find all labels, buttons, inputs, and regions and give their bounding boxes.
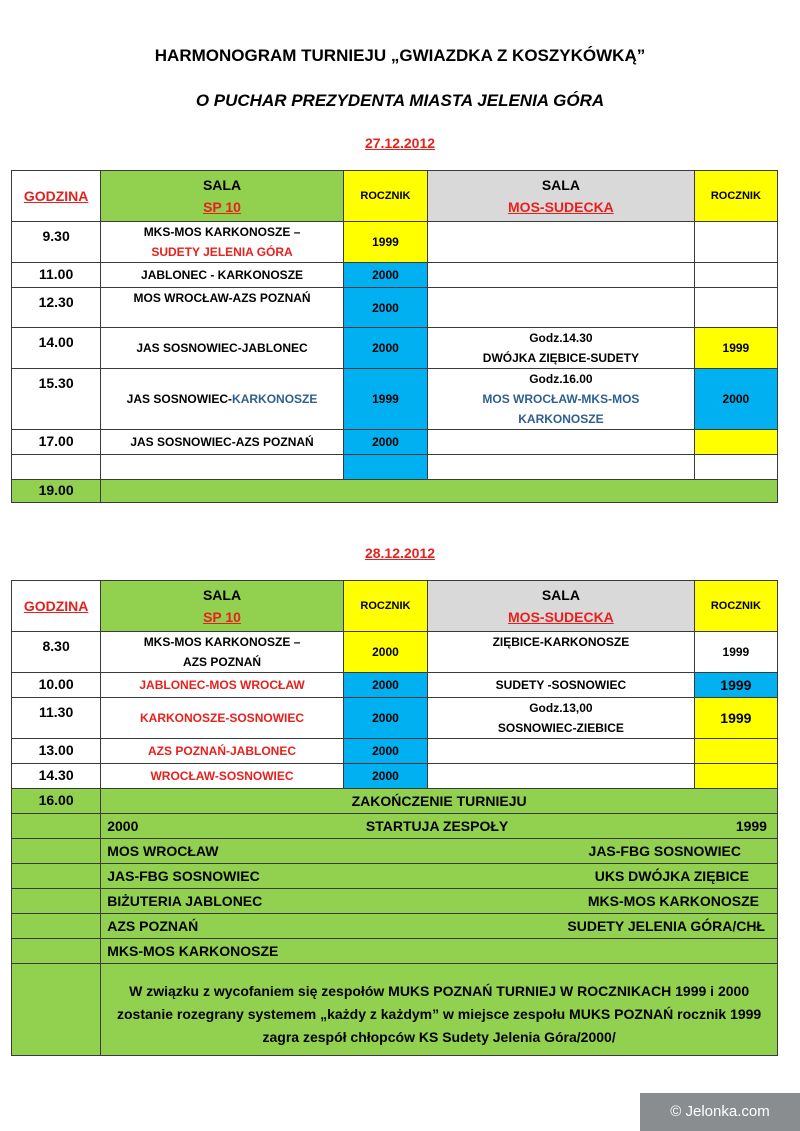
year-cell: 2000: [343, 739, 427, 764]
team-1999: SUDETY JELENIA GÓRA/CHŁ: [567, 918, 765, 934]
match-cell: [428, 328, 695, 369]
year-cell: 2000: [694, 369, 777, 430]
match-cell-empty: [428, 739, 695, 764]
year-cell: 1999: [694, 698, 777, 739]
match-cell-empty: [428, 263, 695, 288]
year-cell-empty: [343, 455, 427, 480]
blank-cell: [12, 964, 101, 1056]
time-cell: 9.30: [12, 222, 101, 263]
year-cell: 2000: [343, 328, 427, 369]
startuja-cell: [101, 814, 778, 839]
year-cell-empty: [694, 263, 777, 288]
team-pair-cell: [101, 839, 778, 864]
year-cell: 1999: [694, 673, 777, 698]
blank-cell: [12, 889, 101, 914]
table-header-row: [12, 581, 778, 632]
match-cell: [428, 369, 695, 430]
time-cell-empty: [12, 455, 101, 480]
match-cell: JAS SOSNOWIEC-JABLONEC: [101, 328, 344, 369]
year-cell-empty: [694, 455, 777, 480]
table-row: [12, 328, 778, 369]
date-day2: 28.12.2012: [364, 545, 436, 561]
header-sala-label: SALA: [202, 177, 242, 193]
header-hall-sp10: [101, 581, 344, 632]
match-cell: JAS SOSNOWIEC-AZS POZNAŃ: [101, 430, 344, 455]
year-cell-empty: [694, 764, 777, 789]
team-pair-cell: [101, 939, 778, 964]
team-pair-cell: [101, 889, 778, 914]
match-line: SUDETY JELENIA GÓRA: [151, 245, 293, 259]
blank-cell: [12, 939, 101, 964]
time-cell: 10.00: [12, 673, 101, 698]
table-row: [12, 739, 778, 764]
table-row: [12, 764, 778, 789]
note-row: [12, 964, 778, 1056]
match-line: SOSNOWIEC-ZIEBICE: [497, 721, 624, 735]
header-hall-name: SP 10: [203, 199, 241, 215]
time-cell: 12.30: [12, 288, 101, 328]
header-godzina: GODZINA: [12, 171, 101, 222]
match-cell: AZS POZNAŃ-JABLONEC: [101, 739, 344, 764]
year-cell: 1999: [343, 222, 427, 263]
header-hall-sp10: [101, 171, 344, 222]
header-sala-label: SALA: [541, 587, 580, 603]
team-row: [12, 864, 778, 889]
year-cell: 2000: [343, 698, 427, 739]
table-row: [12, 698, 778, 739]
schedule-table-day2: [11, 580, 778, 1056]
team-row: [12, 889, 778, 914]
header-hall-name: MOS-SUDECKA: [508, 609, 614, 625]
year-cell: 2000: [343, 430, 427, 455]
match-line: MKS-MOS KARKONOSZE –: [143, 635, 301, 649]
table-row: [12, 455, 778, 480]
match-cell-empty: [428, 455, 695, 480]
team-row: [12, 939, 778, 964]
header-rocznik: ROCZNIK: [343, 581, 427, 632]
year-cell-empty: [694, 288, 777, 328]
match-cell: JABLONEC-MOS WROCŁAW: [101, 673, 344, 698]
blank-cell: [12, 914, 101, 939]
header-sala-label: SALA: [202, 587, 242, 603]
match-line: MKS-MOS KARKONOSZE –: [143, 225, 301, 239]
team-2000: MKS-MOS KARKONOSZE: [107, 943, 279, 959]
year-right: 1999: [735, 818, 767, 834]
time-cell: 8.30: [12, 632, 101, 673]
document-subtitle: O PUCHAR PREZYDENTA MIASTA JELENIA GÓRA: [195, 91, 605, 110]
team-pair-cell: [101, 914, 778, 939]
table-row: [12, 430, 778, 455]
table-row: [12, 288, 778, 328]
match-cell: ZIĘBICE-KARKONOSZE: [428, 632, 695, 673]
year-cell: 1999: [694, 328, 777, 369]
blank-cell: [12, 864, 101, 889]
time-cell: 11.30: [12, 698, 101, 739]
header-rocznik: ROCZNIK: [694, 581, 777, 632]
match-cell: JABLONEC - KARKONOSZE: [101, 263, 344, 288]
date-day1: 27.12.2012: [364, 135, 436, 151]
team-row: [12, 839, 778, 864]
match-line-highlight: KARKONOSZE: [232, 392, 318, 406]
schedule-table-day1: [11, 170, 778, 503]
match-cell-empty: [428, 288, 695, 328]
team-1999: JAS-FBG SOSNOWIEC: [588, 843, 741, 859]
header-godzina: GODZINA: [12, 581, 101, 632]
year-cell-empty: [694, 430, 777, 455]
match-cell: WROCŁAW-SOSNOWIEC: [101, 764, 344, 789]
header-sala-label: SALA: [541, 177, 580, 193]
year-left: 2000: [107, 818, 139, 834]
match-time-note: Godz.14.30: [529, 331, 593, 345]
time-cell: 19.00: [12, 480, 101, 503]
match-time-note: Godz.16.00: [529, 372, 593, 386]
match-cell: SUDETY -SOSNOWIEC: [428, 673, 695, 698]
time-cell: 11.00: [12, 263, 101, 288]
time-cell: 13.00: [12, 739, 101, 764]
match-cell: [428, 698, 695, 739]
match-cell-empty: [101, 455, 344, 480]
team-2000: BIŻUTERIA JABLONEC: [107, 893, 263, 909]
team-1999: UKS DWÓJKA ZIĘBICE: [594, 868, 749, 884]
table-row: [12, 789, 778, 814]
team-row: [12, 914, 778, 939]
team-2000: MOS WROCŁAW: [107, 843, 219, 859]
year-cell: 1999: [343, 369, 427, 430]
year-cell: 2000: [343, 288, 427, 328]
year-cell: 2000: [343, 263, 427, 288]
watermark: © Jelonka.com: [640, 1093, 800, 1131]
match-cell: [101, 632, 344, 673]
tournament-end: ZAKOŃCZENIE TURNIEJU: [101, 789, 778, 814]
match-cell-empty: [428, 430, 695, 455]
tournament-note: W związku z wycofaniem się zespołów MUKS POZNAŃ TURNIEJ W ROCZNIKACH 1999 i 2000 zostanie rozegrany systemem „każdy z każdym” w miejsce zespołu MUKS POZNAŃ rocznik 1999 zagra zespół chłopców KS Sudety Jelenia Góra/2000/: [101, 964, 778, 1056]
team-pair-cell: [101, 864, 778, 889]
match-line: KARKONOSZE: [518, 412, 604, 426]
year-cell: 2000: [343, 673, 427, 698]
document-title: HARMONOGRAM TURNIEJU „GWIAZDKA Z KOSZYKÓWKĄ”: [154, 46, 646, 65]
startuja-label: STARTUJA ZESPOŁY: [365, 818, 509, 834]
year-cell: 1999: [694, 632, 777, 673]
header-rocznik: ROCZNIK: [343, 171, 427, 222]
team-2000: JAS-FBG SOSNOWIEC: [107, 868, 260, 884]
table-row: [12, 222, 778, 263]
header-rocznik: ROCZNIK: [694, 171, 777, 222]
match-cell: MOS WROCŁAW-AZS POZNAŃ: [101, 288, 344, 328]
time-cell: 16.00: [12, 789, 101, 814]
team-2000: AZS POZNAŃ: [107, 918, 199, 934]
match-cell-empty: [428, 222, 695, 263]
header-hall-name: SP 10: [203, 609, 241, 625]
time-cell: 15.30: [12, 369, 101, 430]
table-row: [12, 480, 778, 503]
header-hall-name: MOS-SUDECKA: [508, 199, 614, 215]
closing-cell: [101, 480, 778, 503]
startuja-row: [12, 814, 778, 839]
year-cell: 2000: [343, 764, 427, 789]
time-cell: 14.00: [12, 328, 101, 369]
time-cell: 17.00: [12, 430, 101, 455]
header-hall-mos-sudecka: [428, 171, 695, 222]
table-row: [12, 263, 778, 288]
match-line: MOS WROCŁAW-MKS-MOS: [482, 392, 640, 406]
year-cell-empty: [694, 222, 777, 263]
year-cell: 2000: [343, 632, 427, 673]
header-hall-mos-sudecka: [428, 581, 695, 632]
team-1999: MKS-MOS KARKONOSZE: [587, 893, 759, 909]
match-line: AZS POZNAŃ: [183, 655, 262, 669]
time-cell: 14.30: [12, 764, 101, 789]
table-row: [12, 632, 778, 673]
blank-cell: [12, 839, 101, 864]
match-line: DWÓJKA ZIĘBICE-SUDETY: [482, 351, 640, 365]
blank-cell: [12, 814, 101, 839]
match-cell: KARKONOSZE-SOSNOWIEC: [101, 698, 344, 739]
match-cell-empty: [428, 764, 695, 789]
table-header-row: [12, 171, 778, 222]
match-time-note: Godz.13,00: [529, 701, 593, 715]
table-row: [12, 369, 778, 430]
year-cell-empty: [694, 739, 777, 764]
table-row: [12, 673, 778, 698]
match-cell: [101, 369, 344, 430]
match-cell: [101, 222, 344, 263]
match-line: JAS SOSNOWIEC-: [126, 392, 233, 406]
